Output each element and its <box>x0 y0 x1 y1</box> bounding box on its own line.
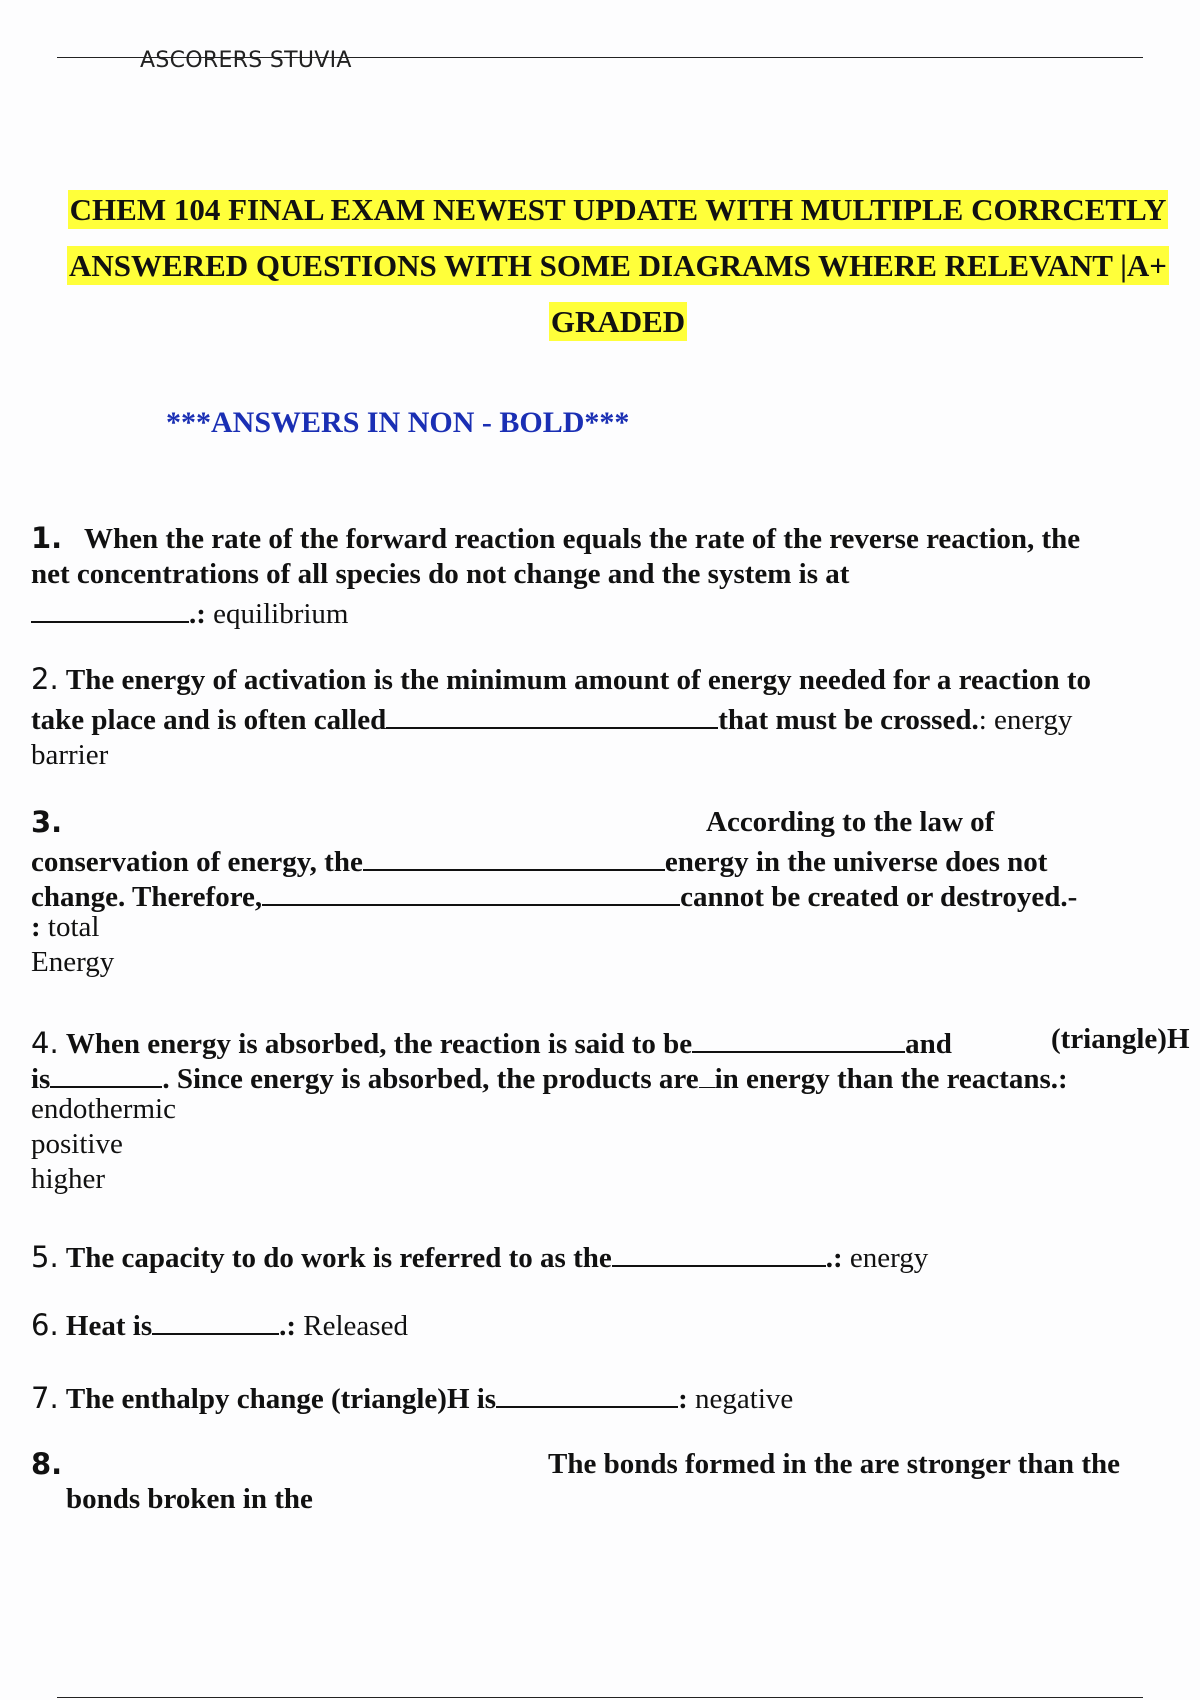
answers-note: ***ANSWERS IN NON - BOLD*** <box>166 406 630 439</box>
answer-text: total <box>47 911 100 943</box>
question-text: net concentrations of all species do not change and the system is at <box>31 558 850 590</box>
answer-blank <box>363 840 665 871</box>
answer-text: positive <box>31 1128 123 1160</box>
question-5 <box>31 1236 1200 1276</box>
answer-text: energy <box>849 1242 929 1274</box>
question-4 <box>31 1022 1200 1202</box>
question-text: .: <box>279 1310 304 1342</box>
question-number: 1. <box>31 521 63 555</box>
question-text: The energy of activation is the minimum amount of energy needed for a reaction to <box>65 664 1092 696</box>
answer-text: negative <box>695 1383 794 1415</box>
question-text: is <box>31 1063 51 1095</box>
answer-text: barrier <box>31 739 109 771</box>
question-1 <box>31 521 1200 632</box>
question-text: bonds broken in the <box>66 1483 313 1515</box>
answer-separator: : <box>978 704 995 736</box>
question-text: in energy than the reactans.: <box>714 1063 1068 1095</box>
answer-text: energy <box>994 704 1073 736</box>
question-7 <box>31 1377 1200 1417</box>
question-3 <box>31 805 1200 985</box>
title-line-3: GRADED <box>550 304 686 339</box>
answer-blank <box>152 1304 279 1335</box>
question-text: that must be crossed. <box>718 704 979 736</box>
question-text: change. Therefore, <box>31 881 263 913</box>
question-number: 7. <box>31 1381 59 1415</box>
question-text: : <box>31 911 48 943</box>
answer-blank <box>612 1236 826 1267</box>
question-text: . Since energy is absorbed, the products are <box>162 1063 699 1095</box>
question-text: When energy is absorbed, the reaction is said to be <box>65 1028 693 1060</box>
answer-text: endothermic <box>31 1093 176 1125</box>
question-number: 4. <box>31 1026 59 1060</box>
question-text: : <box>678 1383 696 1415</box>
question-text: take place and is often called <box>31 704 387 736</box>
question-text: When the rate of the forward reaction equals the rate of the reverse reaction, the <box>83 523 1081 555</box>
document-title <box>30 182 1200 350</box>
question-number: 8. <box>31 1447 63 1481</box>
question-number: 5. <box>31 1240 59 1274</box>
question-number: 6. <box>31 1308 59 1342</box>
question-text: (triangle)H <box>1051 1023 1190 1055</box>
question-text: Heat is <box>65 1310 153 1342</box>
answer-blank <box>386 698 718 729</box>
answer-blank <box>31 592 189 623</box>
question-text: The bonds formed in the are stronger than the <box>548 1448 1120 1480</box>
question-number: 2. <box>31 662 59 696</box>
question-text: The capacity to do work is referred to as the <box>65 1242 612 1274</box>
title-line-2: ANSWERED QUESTIONS WITH SOME DIAGRAMS WHERE RELEVANT |A+ <box>69 248 1167 283</box>
answer-text: Released <box>303 1310 408 1342</box>
question-text: conservation of energy, the <box>31 846 363 878</box>
question-text: energy in the universe does not <box>664 846 1048 878</box>
question-text: cannot be created or destroyed.- <box>680 881 1078 913</box>
answer-blank <box>262 875 680 906</box>
answer-blank <box>699 1058 715 1088</box>
question-text: .: <box>189 598 214 630</box>
answer-blank <box>50 1057 162 1088</box>
answer-text: Energy <box>31 946 115 978</box>
question-2 <box>31 662 1200 773</box>
title-line-1: CHEM 104 FINAL EXAM NEWEST UPDATE WITH MULTIPLE CORRCETLY <box>69 192 1167 227</box>
answer-blank <box>496 1377 678 1408</box>
answer-blank <box>692 1022 905 1053</box>
question-number: 3. <box>31 805 63 839</box>
question-text: and <box>905 1028 952 1060</box>
question-6 <box>31 1304 1200 1344</box>
answer-text: equilibrium <box>213 598 349 630</box>
question-text: According to the law of <box>706 806 995 838</box>
question-text: .: <box>825 1242 850 1274</box>
header-watermark: ASCORERS STUVIA <box>140 48 352 73</box>
question-text: The enthalpy change (triangle)H is <box>65 1383 497 1415</box>
answer-text: higher <box>31 1163 106 1195</box>
question-8 <box>31 1447 1200 1519</box>
footer-rule <box>57 1697 1143 1698</box>
